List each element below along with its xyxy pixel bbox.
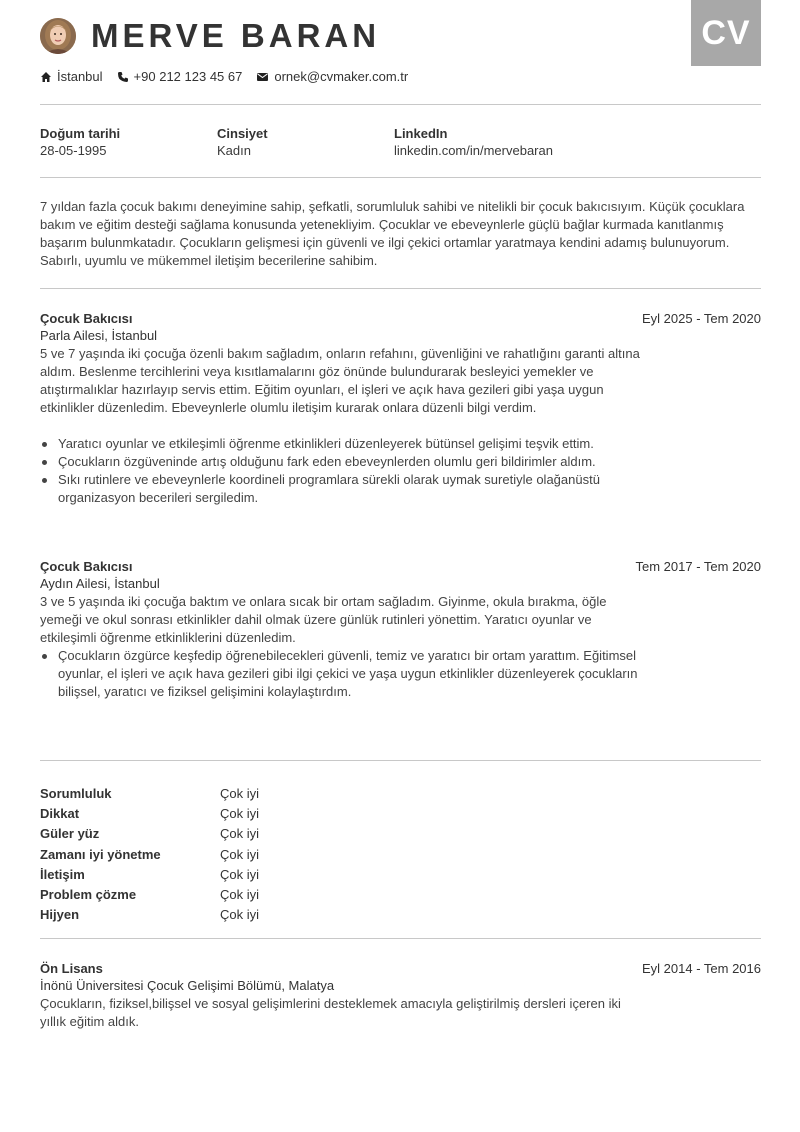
skills-list — [40, 783, 259, 925]
skill-row — [40, 803, 259, 823]
info-label: Doğum tarihi — [40, 126, 121, 141]
list-item: Sıkı rutinlere ve ebeveynlerle koordineli programlara sürekli olarak uymak suretiyle olağanüstü organizasyon becerileri sergiledim. — [40, 471, 650, 507]
job-title: Çocuk Bakıcısı — [40, 311, 133, 326]
skill-row — [40, 844, 259, 864]
job-description: 3 ve 5 yaşında iki çocuğa baktım ve onlara sıcak bir ortam sağladım. Giyinme, okula bırakma, öğle yemeği ve okul sonrası etkinlikler dahil olmak üzere günlük rutinleri yönettim. Yaratıcı oyunlar ve etkileşimli öğrenme etkinliklerini düzenledim. — [40, 594, 607, 645]
home-icon — [40, 71, 52, 83]
skill-name: Problem çözme — [40, 887, 137, 903]
experience-item — [40, 559, 761, 701]
list-item: Çocukların özgüveninde artış olduğunu fark eden ebeveynlerden olumlu geri bildirimler aldım. — [40, 453, 650, 471]
skill-name: İletişim — [40, 866, 85, 882]
education-date: Eyl 2014 - Tem 2016 — [642, 961, 761, 976]
divider — [40, 760, 761, 761]
skill-level: Çok iyi — [220, 907, 260, 923]
info-birthdate — [40, 126, 120, 158]
profile-summary: 7 yıldan fazla çocuk bakımı deneyimine sahip, şefkatli, sorumluluk sahibi ve nitelikli bir çocuk bakıcısıyım. Küçük çocuklara bakım ve eğitim desteği sağlama konusunda yetenekliyim. Çocuklar ve ebeveynlerle güçlü bağlar kurmada kanıtlanmış başarım bulunmkatadır. Çocukların gelişmesi için güvenli ve ilgi çekici ortamlar yaratmaya kendini adamış bulunuyorum. Sabırlı, uyumlu ve mükemmel iletişim becerilerine sahibim. — [40, 199, 745, 268]
city-text: İstanbul — [57, 69, 103, 84]
degree-title: Ön Lisans — [40, 961, 103, 976]
divider — [40, 288, 761, 289]
job-bullets — [40, 647, 650, 701]
contact-email — [256, 69, 408, 84]
job-employer: Aydın Ailesi, İstanbul — [40, 576, 160, 591]
skill-row — [40, 884, 259, 904]
skill-level: Çok iyi — [220, 846, 260, 862]
skill-level: Çok iyi — [220, 826, 260, 842]
cv-badge: CV — [691, 0, 761, 66]
info-linkedin — [394, 126, 553, 158]
skill-level: Çok iyi — [220, 887, 260, 903]
skill-name: Hijyen — [40, 907, 80, 923]
avatar-photo-icon — [40, 18, 76, 54]
info-label: LinkedIn — [394, 126, 448, 141]
skill-name: Zamanı iyi yönetme — [40, 846, 161, 862]
skill-name: Sorumluluk — [40, 785, 112, 801]
skill-level: Çok iyi — [220, 785, 260, 801]
skill-name: Dikkat — [40, 805, 80, 821]
skill-level: Çok iyi — [220, 866, 260, 882]
experience-item — [40, 311, 761, 507]
linkedin-link[interactable]: linkedin.com/in/mervebaran — [394, 143, 553, 158]
skill-name: Güler yüz — [40, 826, 100, 842]
info-gender — [217, 126, 268, 158]
skill-level: Çok iyi — [220, 805, 260, 821]
list-item: Çocukların özgürce keşfedip öğrenebilecekleri güvenli, temiz ve yaratıcı bir ortam yarattım. Eğitimsel oyunlar, el işleri ve açık hava gezileri gibi ilgi çekici ve yaşa uygun etkinlikler düzenleyerek çocukların bilişsel, yaratıcı ve fiziksel gelişimini kolaylaştırdım. — [40, 647, 650, 701]
info-label: Cinsiyet — [217, 126, 268, 141]
divider — [40, 104, 761, 105]
job-date: Eyl 2025 - Tem 2020 — [642, 311, 761, 326]
school-name: İnönü Üniversitesi Çocuk Gelişimi Bölümü, Malatya — [40, 978, 335, 993]
email-text[interactable]: ornek@cvmaker.com.tr — [274, 69, 409, 84]
contact-bar — [40, 69, 422, 84]
list-item: Yaratıcı oyunlar ve etkileşimli öğrenme etkinlikleri düzenleyerek bütünsel gelişimi teşvik ettim. — [40, 435, 650, 453]
skill-row — [40, 905, 259, 925]
header — [40, 17, 380, 55]
phone-icon — [117, 71, 129, 83]
education-item — [40, 961, 761, 1031]
skill-row — [40, 824, 259, 844]
divider — [40, 177, 761, 178]
phone-text: +90 212 123 45 67 — [133, 69, 243, 84]
info-value: Kadın — [217, 143, 251, 158]
job-employer: Parla Ailesi, İstanbul — [40, 328, 158, 343]
avatar — [40, 18, 76, 54]
mail-icon — [256, 71, 269, 82]
contact-phone — [117, 69, 243, 84]
info-value: 28-05-1995 — [40, 143, 107, 158]
skill-row — [40, 783, 259, 803]
education-description: Çocukların, fiziksel,bilişsel ve sosyal gelişimlerini desteklemek amacıyla geliştirilmiş dersleri içeren iki yıllık eğitim aldık. — [40, 996, 621, 1029]
candidate-name: MERVE BARAN — [91, 17, 381, 54]
job-description: 5 ve 7 yaşında iki çocuğa özenli bakım sağladım, onların refahını, güvenliğini ve rahatlığını garanti altına aldım. Beslenme tercihlerini veya kısıtlamalarını göz önünde bulundurarak besleyici yemekler ve atıştırmalıklar hazırlayıp servis ettim. Eğitim oyunları, el işleri ve açık hava gezileri gibi yaşa uygun etkinlikler düzenledim. Ebeveynlerle olumlu iletişim kurarak onlara düzenli bilgi verdim. — [40, 346, 640, 415]
skill-row — [40, 864, 259, 884]
divider — [40, 938, 761, 939]
job-date: Tem 2017 - Tem 2020 — [635, 559, 761, 574]
job-bullets — [40, 435, 650, 507]
job-title: Çocuk Bakıcısı — [40, 559, 133, 574]
contact-city — [40, 69, 103, 84]
